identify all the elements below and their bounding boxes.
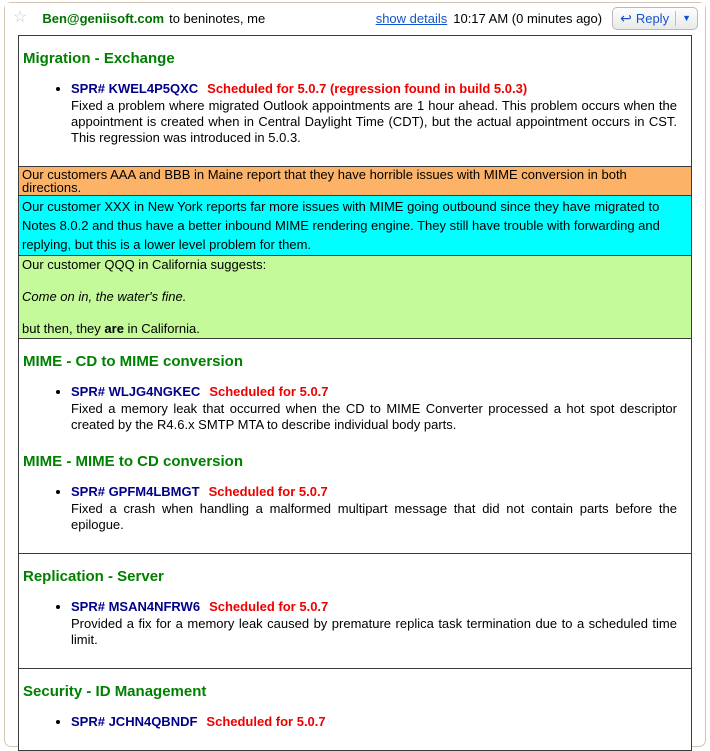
entry-list [19, 80, 691, 146]
highlight-row-green [19, 256, 691, 339]
spr-entry [71, 383, 691, 433]
entry-description: Fixed a problem where migrated Outlook appointments are 1 hour ahead. This problem occurs when the appointment is created when in Central Daylight Time (CDT), but the actual appointment occurs in CST. This regression was introduced in 5.0.3. [71, 98, 677, 145]
message-table [18, 35, 692, 751]
highlight-text-segment: Our customer QQQ in California suggests: [22, 257, 267, 272]
highlight-text [22, 197, 688, 254]
spr-line [71, 714, 677, 730]
spr-line [71, 599, 677, 615]
highlight-row-cyan [19, 196, 691, 256]
highlight-row-orange [19, 167, 691, 196]
message-body [5, 33, 705, 751]
spr-line [71, 384, 677, 400]
section-row [19, 683, 691, 730]
entry-list [19, 598, 691, 648]
spr-entry [71, 80, 691, 146]
highlight-text [22, 257, 688, 273]
entry-list [19, 713, 691, 730]
spr-entry [71, 598, 691, 648]
message-header [5, 3, 705, 33]
spr-number: SPR# KWEL4P5QXC [71, 81, 199, 96]
highlight-text-segment: in California. [123, 321, 200, 336]
section-heading: Security - ID Management [23, 683, 207, 700]
highlight-text-segment: Our customer XXX in New York reports far more issues with MIME going outbound since they have migrated to Notes 8.0.2 and thus have a better inbound MIME rendering engine. They still have trouble with forwarding and replying, but this is a lower level problem for them. [22, 199, 660, 252]
recipients-label: to beninotes, me [169, 10, 266, 26]
schedule-label: Scheduled for 5.0.7 [209, 599, 329, 614]
reply-button-divider [675, 11, 676, 26]
highlight-text [22, 321, 688, 337]
spr-number: SPR# MSAN4NFRW6 [71, 599, 201, 614]
reply-arrow-icon: ↩ [620, 10, 632, 26]
spr-number: SPR# GPFM4LBMGT [71, 484, 200, 499]
entry-description: Fixed a memory leak that occurred when the CD to MIME Converter processed a hot spot descriptor created by the R4.6.x SMTP MTA to describe individual body parts. [71, 401, 677, 432]
highlight-text-segment: are [104, 321, 124, 336]
section-heading: MIME - CD to MIME conversion [23, 353, 244, 370]
section-heading: Migration - Exchange [23, 50, 175, 67]
schedule-label: Scheduled for 5.0.7 (regression found in build 5.0.3) [207, 81, 528, 96]
spr-entry [71, 713, 691, 730]
highlight-text [22, 305, 688, 321]
highlight-text [22, 168, 688, 194]
email-message-card [4, 2, 706, 747]
reply-button[interactable] [612, 7, 698, 30]
sender-email[interactable]: Ben@geniisoft.com [42, 10, 165, 26]
header-right-group [376, 7, 698, 30]
schedule-label: Scheduled for 5.0.7 [206, 714, 326, 729]
spr-number: SPR# WLJG4NGKEC [71, 384, 201, 399]
highlight-text-segment: but then, they [22, 321, 105, 336]
spr-number: SPR# JCHN4QBNDF [71, 714, 198, 729]
section-row [19, 568, 691, 669]
highlight-text [22, 289, 688, 305]
timestamp: 10:17 AM (0 minutes ago) [453, 10, 603, 26]
highlight-text-segment: Our customers AAA and BBB in Maine report that they have horrible issues with MIME conversion in both directions. [22, 167, 627, 195]
section-heading: MIME - MIME to CD conversion [23, 453, 244, 470]
schedule-label: Scheduled for 5.0.7 [209, 384, 329, 399]
entry-description: Fixed a crash when handling a malformed multipart message that did not contain parts before the epilogue. [71, 501, 677, 532]
reply-button-label: Reply [635, 10, 670, 26]
section-row [19, 50, 691, 167]
reply-dropdown-icon[interactable]: ▼ [682, 12, 691, 23]
schedule-label: Scheduled for 5.0.7 [208, 484, 328, 499]
section-row [19, 353, 691, 554]
section-heading: Replication - Server [23, 568, 164, 585]
entry-description: Provided a fix for a memory leak caused by premature replica task termination due to a scheduled time limit. [71, 616, 677, 647]
spr-entry [71, 483, 691, 533]
spr-line [71, 484, 677, 500]
highlight-text-segment: Come on in, the water's fine. [22, 289, 187, 304]
entry-list [19, 383, 691, 433]
show-details-link[interactable]: show details [375, 10, 448, 26]
entry-list [19, 483, 691, 533]
highlight-text [22, 273, 688, 289]
spr-line [71, 81, 677, 97]
star-icon[interactable]: ☆ [13, 9, 28, 26]
